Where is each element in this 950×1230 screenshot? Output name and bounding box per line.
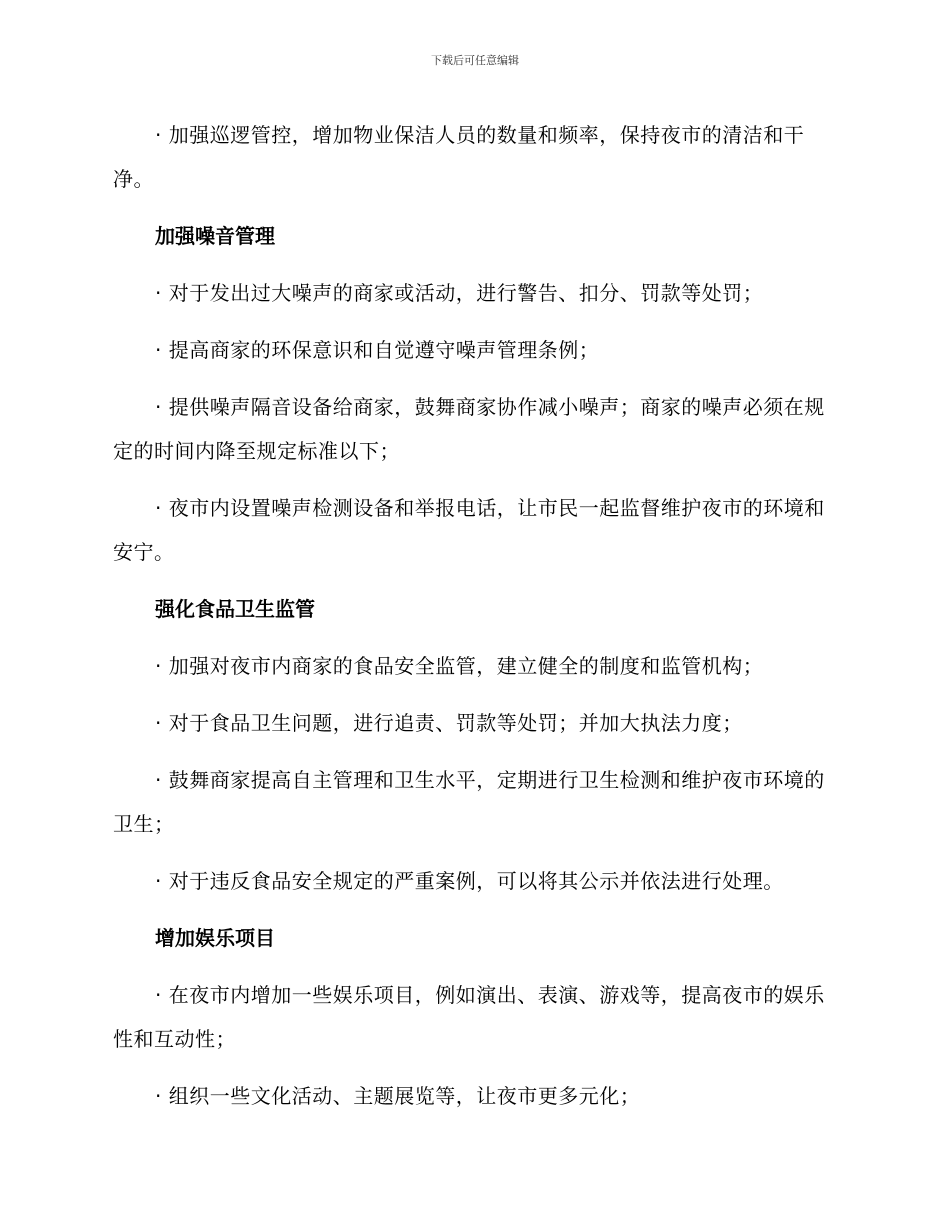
paragraph-entertainment-projects: · 在夜市内增加一些娱乐项目，例如演出、表演、游戏等，提高夜市的娱乐性和互动性； xyxy=(113,983,825,1051)
document-body xyxy=(113,113,825,1131)
paragraph-noise-equipment: · 提供噪声隔音设备给商家，鼓舞商家协作减小噪声；商家的噪声必须在规定的时间内降至规定标准以下； xyxy=(113,395,825,463)
section-heading-entertainment: 增加娱乐项目 xyxy=(155,926,275,950)
paragraph-noise-penalty: · 对于发出过大噪声的商家或活动，进行警告、扣分、罚款等处罚； xyxy=(155,281,764,305)
paragraph-noise-monitoring: · 夜市内设置噪声检测设备和举报电话，让市民一起监督维护夜市的环境和安宁。 xyxy=(113,496,825,564)
paragraph-food-cases: · 对于违反食品安全规定的严重案例，可以将其公示并依法进行处理。 xyxy=(155,869,784,893)
paragraph-food-supervision: · 加强对夜市内商家的食品安全监管，建立健全的制度和监管机构； xyxy=(155,654,764,678)
section-heading-noise: 加强噪音管理 xyxy=(155,224,275,248)
paragraph-food-penalty: · 对于食品卫生问题，进行追责、罚款等处罚；并加大执法力度； xyxy=(155,711,743,735)
page-header: 下载后可任意编辑 xyxy=(431,54,519,67)
paragraph-patrol-cleaning: · 加强巡逻管控，增加物业保洁人员的数量和频率，保持夜市的清洁和干净。 xyxy=(113,123,805,191)
paragraph-cultural-activities: · 组织一些文化活动、主题展览等，让夜市更多元化； xyxy=(155,1084,641,1108)
paragraph-noise-awareness: · 提高商家的环保意识和自觉遵守噪声管理条例； xyxy=(155,338,600,362)
paragraph-food-self-management: · 鼓舞商家提高自主管理和卫生水平，定期进行卫生检测和维护夜市环境的卫生； xyxy=(113,768,825,836)
section-heading-food-safety: 强化食品卫生监管 xyxy=(155,597,315,621)
